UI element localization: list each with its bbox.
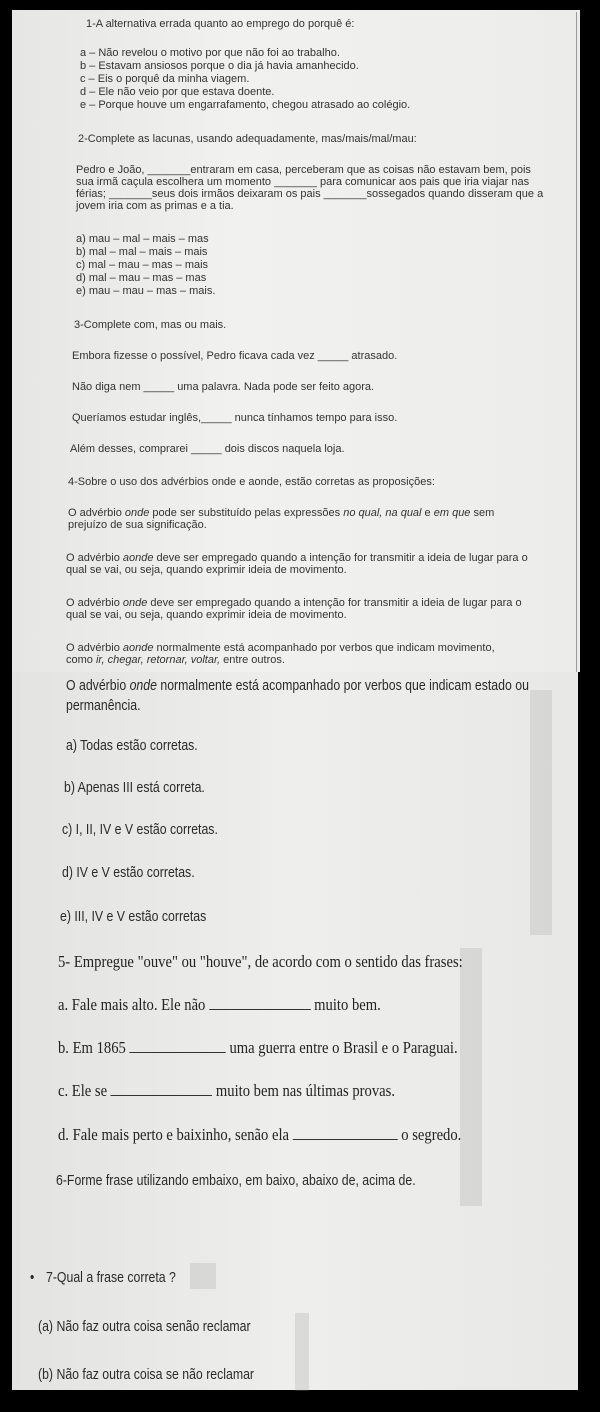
q1-option-d: d – Ele não veio por que estava doente. bbox=[80, 86, 275, 98]
answer-blank[interactable] bbox=[209, 1009, 310, 1010]
answer-blank[interactable] bbox=[111, 1095, 212, 1096]
q1-option-e: e – Porque houve um engarrafamento, chegou atrasado ao colégio. bbox=[80, 99, 411, 111]
answer-blank[interactable] bbox=[129, 1052, 225, 1053]
q6-title: 6-Forme frase utilizando embaixo, em baixo, abaixo de, acima de. bbox=[56, 1172, 416, 1189]
q2-option-b: b) mal – mal – mais – mais bbox=[76, 246, 208, 258]
q4-title: 4-Sobre o uso dos advérbios onde e aonde, estão corretas as proposições: bbox=[68, 476, 435, 488]
q4-proposition-3-cont: qual se vai, ou seja, quando exprimir ideia de movimento. bbox=[66, 609, 347, 621]
q2-text-line: jovem iria com as primas e a tia. bbox=[76, 200, 234, 212]
q2-option-a: a) mau – mal – mais – mas bbox=[76, 233, 209, 245]
scan-shadow-box bbox=[190, 1263, 216, 1289]
q4-proposition-4-cont: como ir, chegar, retornar, voltar, entre outros. bbox=[66, 654, 285, 666]
q2-text-line: férias; _______seus dois irmãos deixaram os pais _______sossegados quando disseram que a bbox=[76, 188, 544, 200]
q5-title: 5- Empregue "ouve" ou "houve", de acordo com o sentido das frases: bbox=[58, 952, 463, 971]
page-border-line bbox=[576, 12, 577, 672]
q7-option-a: (a) Não faz outra coisa senão reclamar bbox=[38, 1318, 251, 1335]
q2-option-d: d) mal – mau – mas – mas bbox=[76, 272, 207, 284]
q1-title: 1-A alternativa errada quanto ao emprego do porquê é: bbox=[86, 18, 355, 30]
q4-option-c: c) I, II, IV e V estão corretas. bbox=[62, 821, 218, 838]
q4-proposition-1: O advérbio onde pode ser substituído pelas expressões no qual, na qual e em que sem bbox=[68, 507, 495, 519]
q3-sentence: Embora fizesse o possível, Pedro ficava cada vez _____ atrasado. bbox=[72, 350, 398, 362]
q3-sentence: Além desses, comprarei _____ dois discos naquela loja. bbox=[70, 443, 345, 455]
q4-proposition-1-cont: prejuízo de sua significação. bbox=[68, 519, 207, 531]
answer-blank[interactable] bbox=[293, 1139, 398, 1140]
q4-proposition-2: O advérbio aonde deve ser empregado quando a intenção for transmitir a ideia de lugar para o bbox=[66, 552, 528, 564]
q2-option-e: e) mau – mau – mas – mais. bbox=[76, 285, 216, 297]
q2-text-line: Pedro e João, _______entraram em casa, perceberam que as coisas não estavam bem, pois bbox=[76, 164, 531, 176]
scan-shadow-right bbox=[460, 948, 482, 1206]
scan-shadow-right bbox=[530, 690, 552, 935]
q4-option-d: d) IV e V estão corretas. bbox=[62, 864, 195, 881]
scan-shadow-box bbox=[295, 1313, 309, 1391]
q2-option-c: c) mal – mau – mas – mais bbox=[76, 259, 209, 271]
bullet-dot: • bbox=[30, 1269, 35, 1286]
q5-item-a: a. Fale mais alto. Ele não muito bem. bbox=[58, 995, 381, 1014]
q7-title: 7-Qual a frase correta ? bbox=[46, 1269, 176, 1286]
q4-proposition-2-cont: qual se vai, ou seja, quando exprimir ideia de movimento. bbox=[66, 564, 347, 576]
q1-option-b: b – Estavam ansiosos porque o dia já havia amanhecido. bbox=[80, 60, 359, 72]
q5-item-d: d. Fale mais perto e baixinho, senão ela o segredo. bbox=[58, 1125, 462, 1144]
q4-proposition-5: O advérbio onde normalmente está acompanhado por verbos que indicam estado ou bbox=[66, 677, 529, 694]
q5-item-c: c. Ele se muito bem nas últimas provas. bbox=[58, 1081, 395, 1100]
q3-title: 3-Complete com, mas ou mais. bbox=[74, 319, 227, 331]
q2-title: 2-Complete as lacunas, usando adequadamente, mas/mais/mal/mau: bbox=[78, 133, 417, 145]
q3-sentence: Não diga nem _____ uma palavra. Nada pode ser feito agora. bbox=[72, 381, 375, 393]
q4-proposition-3: O advérbio onde deve ser empregado quando a intenção for transmitir a ideia de lugar para o bbox=[66, 597, 522, 609]
q3-sentence: Queríamos estudar inglês,_____ nunca tínhamos tempo para isso. bbox=[72, 412, 398, 424]
q7-option-b: (b) Não faz outra coisa se não reclamar bbox=[38, 1366, 255, 1383]
q4-proposition-5-cont: permanência. bbox=[66, 697, 141, 714]
q4-option-a: a) Todas estão corretas. bbox=[66, 737, 198, 754]
q2-text-line: sua irmã caçula escolhera um momento _______ para comunicar aos pais que iria viajar nas bbox=[76, 176, 530, 188]
q4-option-b: b) Apenas III está correta. bbox=[64, 779, 205, 796]
q5-item-b: b. Em 1865 uma guerra entre o Brasil e o Paraguai. bbox=[58, 1038, 458, 1057]
q4-option-e: e) III, IV e V estão corretas bbox=[60, 908, 207, 925]
q1-option-c: c – Eis o porquê da minha viagem. bbox=[80, 73, 250, 85]
q4-proposition-4: O advérbio aonde normalmente está acompanhado por verbos que indicam movimento, bbox=[66, 642, 495, 654]
q1-option-a: a – Não revelou o motivo por que não foi ao trabalho. bbox=[80, 47, 340, 59]
